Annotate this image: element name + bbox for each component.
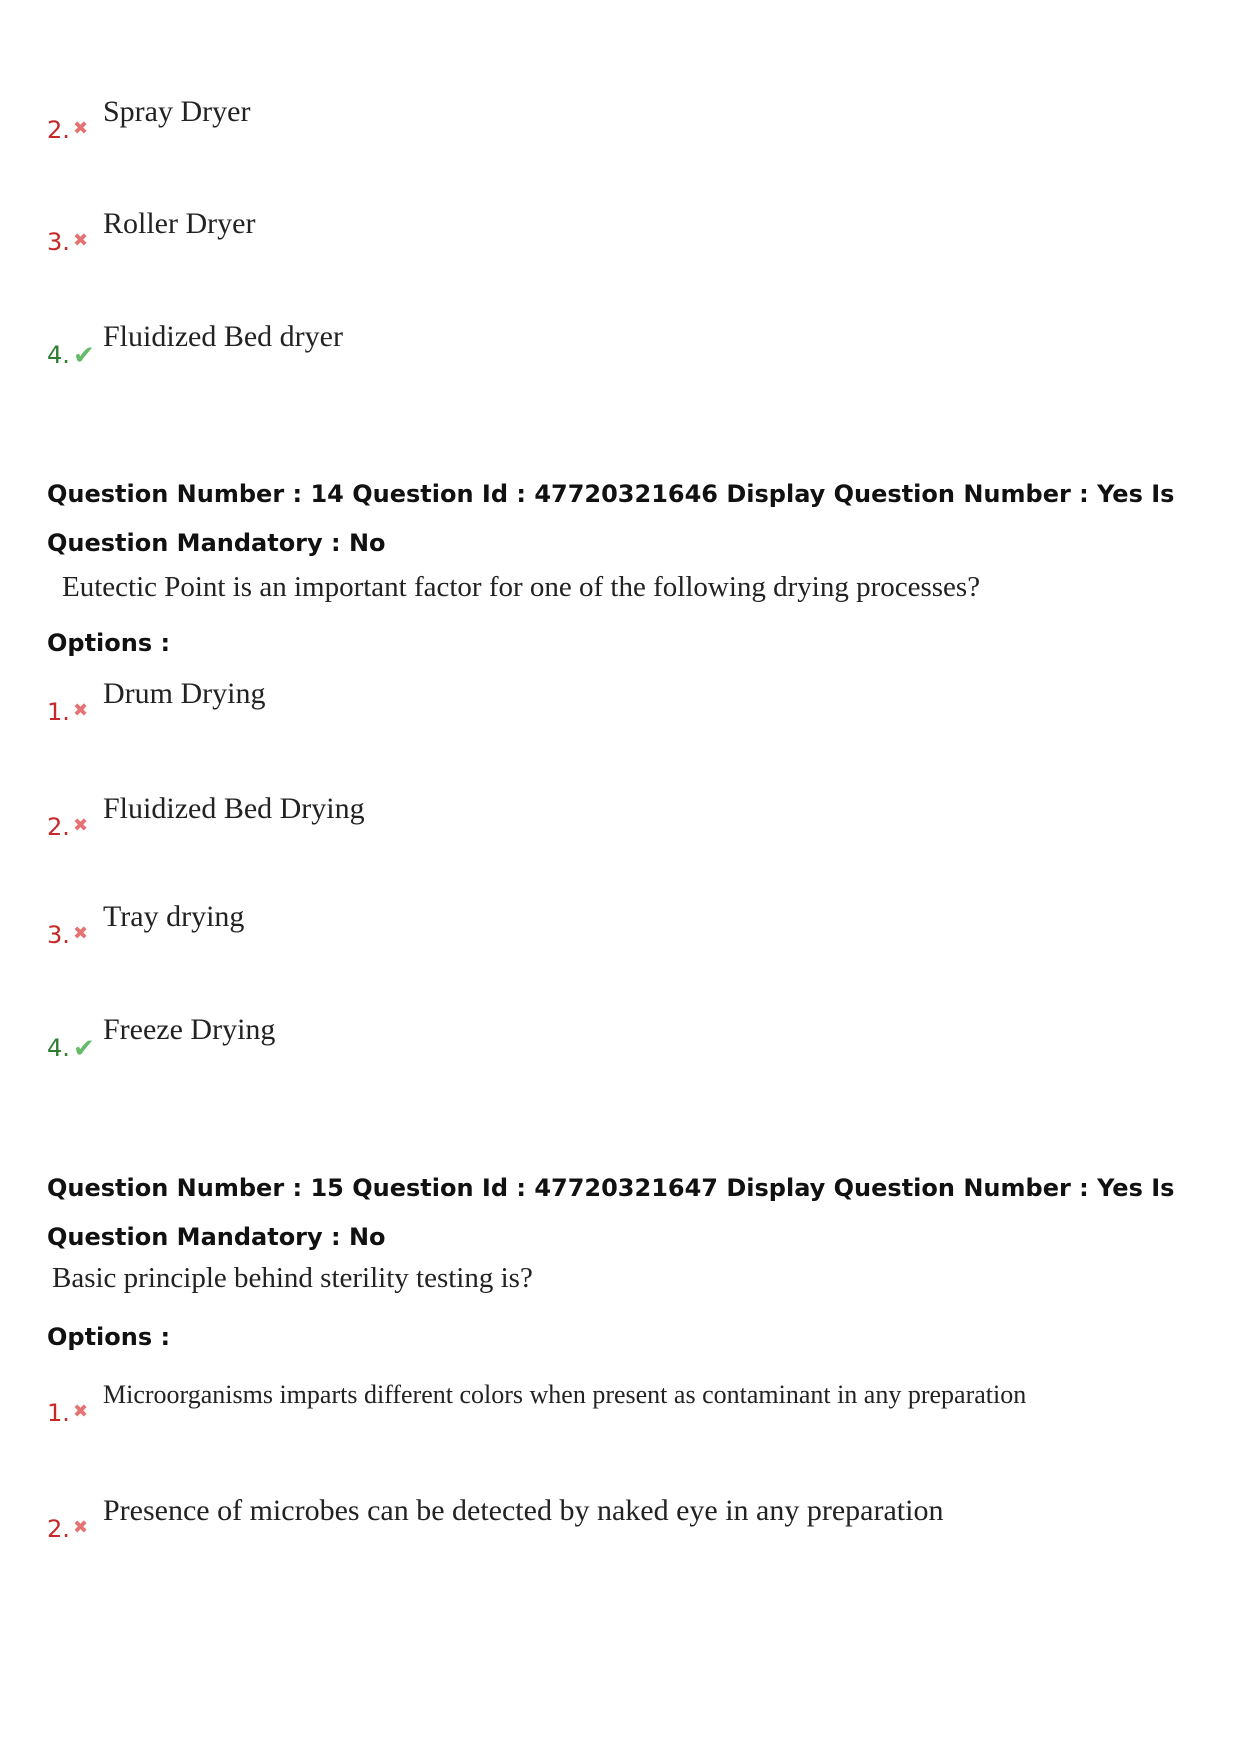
option-number: 4. xyxy=(47,1034,70,1062)
option-text: Roller Dryer xyxy=(103,207,256,240)
cross-icon: ✖ xyxy=(73,230,89,251)
options-label: Options : xyxy=(47,1323,171,1351)
option-item xyxy=(47,677,266,726)
check-icon: ✔ xyxy=(73,1034,95,1064)
cross-icon: ✖ xyxy=(73,700,89,721)
question-header: Question Number : 15 Question Id : 47720321647 Display Question Number : Yes Is Question Mandatory : No xyxy=(47,1174,1175,1251)
question-text: Eutectic Point is an important factor for one of the following drying processes? xyxy=(62,571,981,603)
option-item xyxy=(47,1494,944,1543)
cross-icon: ✖ xyxy=(73,923,89,944)
cross-icon: ✖ xyxy=(73,1517,89,1538)
option-number: 1. xyxy=(47,698,70,726)
option-number: 2. xyxy=(47,813,70,841)
option-number: 4. xyxy=(47,341,70,369)
option-text: Presence of microbes can be detected by naked eye in any preparation xyxy=(103,1494,944,1527)
option-text: Tray drying xyxy=(103,900,245,933)
option-text: Spray Dryer xyxy=(103,95,251,128)
cross-icon: ✖ xyxy=(73,118,89,139)
option-text: Freeze Drying xyxy=(103,1013,276,1046)
option-item xyxy=(47,1013,276,1064)
option-number: 3. xyxy=(47,921,70,949)
check-icon: ✔ xyxy=(73,341,95,371)
cross-icon: ✖ xyxy=(73,815,89,836)
question-text: Basic principle behind sterility testing is? xyxy=(52,1262,533,1294)
option-item xyxy=(47,320,343,371)
option-number: 2. xyxy=(47,1515,70,1543)
options-label: Options : xyxy=(47,629,171,657)
option-item xyxy=(47,792,365,841)
option-item xyxy=(47,1380,1027,1427)
cross-icon: ✖ xyxy=(73,1401,89,1422)
option-text: Fluidized Bed Drying xyxy=(103,792,365,825)
option-number: 2. xyxy=(47,116,70,144)
option-item xyxy=(47,900,245,949)
question-header: Question Number : 14 Question Id : 47720321646 Display Question Number : Yes Is Question Mandatory : No xyxy=(47,480,1175,557)
option-number: 3. xyxy=(47,228,70,256)
option-text: Microorganisms imparts different colors when present as contaminant in any preparation xyxy=(103,1380,1027,1409)
option-text: Drum Drying xyxy=(103,677,266,710)
option-text: Fluidized Bed dryer xyxy=(103,320,343,353)
option-item xyxy=(47,95,251,144)
option-number: 1. xyxy=(47,1399,70,1427)
option-item xyxy=(47,207,256,256)
